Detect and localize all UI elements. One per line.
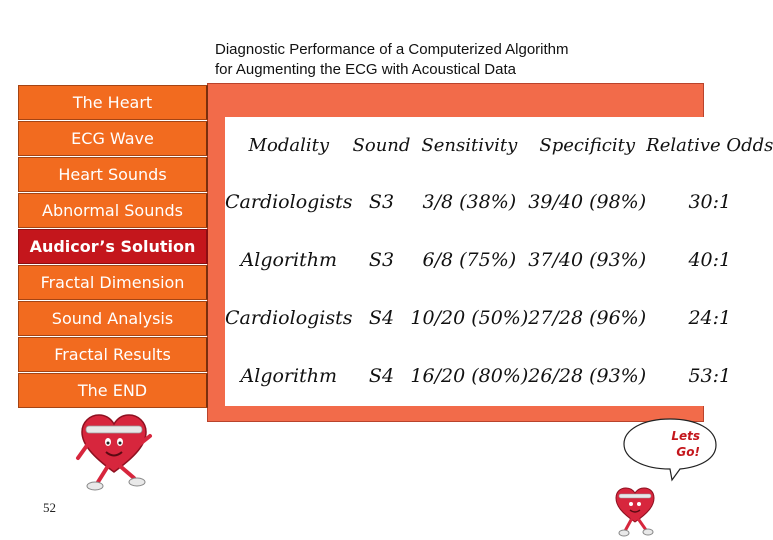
table-cell: 3/8 (38%) <box>422 191 517 213</box>
table-cell: 24:1 <box>688 307 732 329</box>
table-cell: Cardiologists <box>225 191 353 213</box>
table-cell: 39/40 (98%) <box>528 191 647 213</box>
nav-item-the-heart[interactable]: The Heart <box>18 85 208 120</box>
nav-item-abnormal-sounds[interactable]: Abnormal Sounds <box>18 193 208 228</box>
page-number: 52 <box>43 500 56 515</box>
running-heart-mascot-icon <box>74 410 154 494</box>
table-cell: 27/28 (96%) <box>528 307 647 329</box>
results-table-image <box>225 117 773 406</box>
column-header: Sensitivity <box>421 134 518 156</box>
nav-item-ecg-wave[interactable]: ECG Wave <box>18 121 208 156</box>
table-cell: Algorithm <box>240 249 337 271</box>
table-cell: 53:1 <box>688 365 732 387</box>
table-row <box>225 347 773 405</box>
bubble-line-2: Go! <box>676 445 700 459</box>
bubble-line-1: Lets <box>671 429 700 443</box>
table-cell: 16/20 (80%) <box>410 365 529 387</box>
title-line-1: Diagnostic Performance of a Computerized Algorithm <box>215 41 569 58</box>
column-header: Relative Odds <box>646 134 773 156</box>
table-row <box>225 231 773 289</box>
table-cell: S4 <box>368 365 395 387</box>
table-cell: 26/28 (93%) <box>528 365 647 387</box>
table-header-row <box>225 117 773 173</box>
table-cell: 30:1 <box>688 191 732 213</box>
table-cell: Cardiologists <box>225 307 353 329</box>
table-cell: 6/8 (75%) <box>422 249 517 271</box>
column-header: Sound <box>352 134 411 156</box>
table-cell: Algorithm <box>240 365 337 387</box>
nav-item-fractal-dimension[interactable]: Fractal Dimension <box>18 265 208 300</box>
table-cell: 37/40 (93%) <box>528 249 647 271</box>
speech-bubble-text[interactable] <box>632 428 700 460</box>
slide-title <box>215 40 715 80</box>
nav-item-fractal-results[interactable]: Fractal Results <box>18 337 208 372</box>
table-cell: S4 <box>368 307 395 329</box>
table-cell: 40:1 <box>688 249 732 271</box>
nav-item-the-end[interactable]: The END <box>18 373 208 408</box>
column-header: Modality <box>248 134 329 156</box>
table-cell: 10/20 (50%) <box>410 307 529 329</box>
table-cell: S3 <box>368 191 395 213</box>
table-row <box>225 173 773 231</box>
results-table <box>225 117 773 405</box>
table-cell: S3 <box>368 249 395 271</box>
nav-item-heart-sounds[interactable]: Heart Sounds <box>18 157 208 192</box>
table-row <box>225 289 773 347</box>
title-line-2: for Augmenting the ECG with Acoustical Data <box>215 61 516 78</box>
column-header: Specificity <box>539 134 635 156</box>
nav-item-sound-analysis[interactable]: Sound Analysis <box>18 301 208 336</box>
heart-go-button-icon[interactable] <box>612 484 658 538</box>
nav-item-audicors-solution[interactable]: Audicor’s Solution <box>18 229 208 264</box>
